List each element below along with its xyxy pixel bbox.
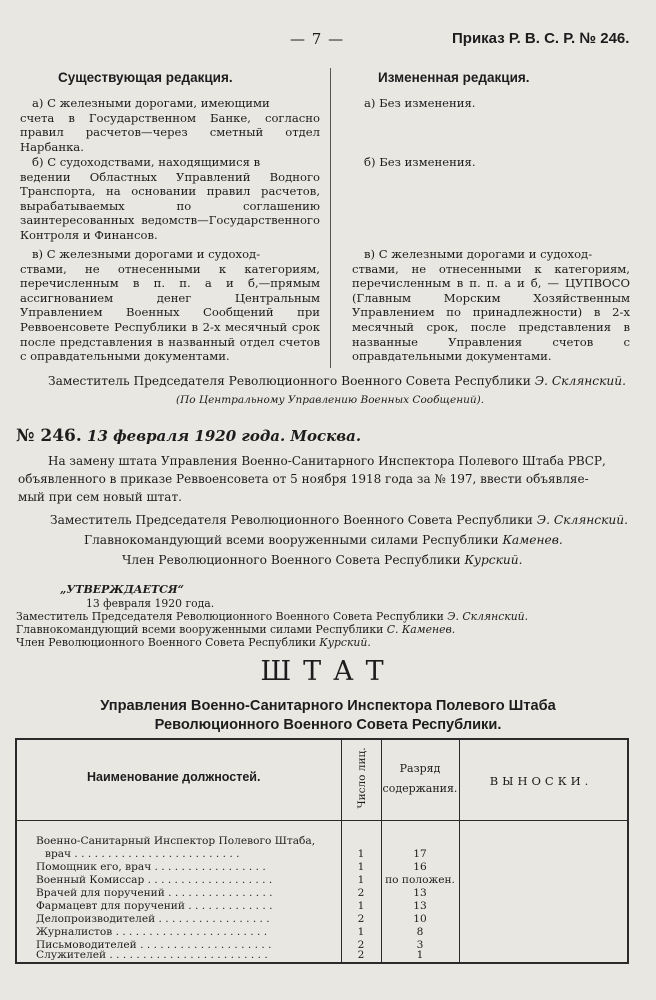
table-row: Помощник его, врач . . . . . . . . . . . . . . . . . 1 16 <box>36 861 427 873</box>
page-number: — 7 — <box>290 30 345 48</box>
table-row: Журналистов . . . . . . . . . . . . . . . . . . . . . . . 1 8 <box>36 926 424 938</box>
signature-deputy-chairman-246: Заместитель Председателя Революционного Военного Совета Республики Э. Склянский. <box>50 513 628 527</box>
right-paragraph-v: в) С железными дорогами и судоход- ствами, не отнесенными к категориям, перечисленным в п. п. а и б, — ЦУПВОСО (Главным Морским Хозяйственным Управлением по принадлежности) в 2-х месячный срок, после представления в названные Управления счетов с оправдательными документами. <box>352 247 630 364</box>
column-header-count: Число лиц. <box>356 747 368 809</box>
approval-signature-3: Член Революционного Военного Совета Республики Курский. <box>16 636 371 649</box>
table-row: Военный Комиссар . . . . . . . . . . . . . . . . . . . 1 по положен. <box>36 874 455 886</box>
table-row: Врачей для поручений . . . . . . . . . . . . . . . . 2 13 <box>36 887 427 899</box>
staff-title: ШТАТ <box>260 656 396 687</box>
table-row <box>17 835 623 848</box>
table-row: Делопроизводителей . . . . . . . . . . . . . . . . . 2 10 <box>36 913 427 925</box>
table-header-divider <box>17 820 627 821</box>
right-paragraph-b: б) Без изменения. <box>364 155 476 169</box>
order-246-text: На замену штата Управления Военно-Санитарного Инспектора Полевого Штаба РВСР, объявленного в приказе Реввоенсовета от 5 ноября 1918 года за № 197, ввести объявляе- мый при сем новый штат. <box>18 454 606 504</box>
approval-date: 13 февраля 1920 года. <box>86 597 215 610</box>
approval-signature-1: Заместитель Председателя Революционного Военного Совета Республики Э. Склянский. <box>16 610 529 623</box>
signature-commander-in-chief: Главнокомандующий всеми вооруженными силами Республики Каменев. <box>84 533 563 547</box>
left-paragraph-v: в) С железными дорогами и судоход- ствами, не отнесенными к категориям, перечисленным в п. п. а и б,—прямым ассигнованием денег Центральным Управлением Военных Сообщений при Реввоенсовете Республики в 2-х месячный срок после представления в названный отдел счетов с оправдательными документами. <box>20 247 320 364</box>
approval-signature-2: Главнокомандующий всеми вооруженными силами Республики С. Каменев. <box>16 623 456 636</box>
staff-table <box>15 738 629 964</box>
order-header: Приказ Р. В. С. Р. № 246. <box>452 30 630 47</box>
right-paragraph-a: а) Без изменения. <box>364 96 476 110</box>
order-246-heading: № 246. 13 февраля 1920 года. Москва. <box>16 426 362 446</box>
existing-edition-heading: Существующая редакция. <box>58 70 233 85</box>
signature-deputy-chairman: Заместитель Председателя Революционного Военного Совета Республики Э. Склянский. <box>48 374 626 388</box>
staff-subtitle: Управления Военно-Санитарного Инспектора Полевого Штаба Революционного Военного Совета Республики. <box>100 698 556 733</box>
column-divider <box>330 68 331 368</box>
table-row: Письмоводителей . . . . . . . . . . . . . . . . . . . . 2 3 <box>36 939 424 951</box>
table-row: врач . . . . . . . . . . . . . . . . . . . . . . . . . 1 17 <box>45 848 427 860</box>
approval-heading: „УТВЕРЖДАЕТСЯ“ <box>60 583 184 596</box>
column-header-name: Наименование должностей. <box>87 770 261 784</box>
table-row: Служителей . . . . . . . . . . . . . . . . . . . . . . . . 2 1 <box>36 949 424 961</box>
signature-council-member: Член Революционного Военного Совета Республики Курский. <box>122 553 523 567</box>
column-header-grade: Разряд содержания. <box>382 762 458 795</box>
left-paragraph-a: а) С железными дорогами, имеющими счета в Государственном Банке, согласно правил расчетов—через сметный отдел Нарбанка. <box>20 96 320 154</box>
table-row: Фармацевт для поручений . . . . . . . . . . . . . 1 13 <box>36 900 427 912</box>
column-header-notes: ВЫНОСКИ. <box>489 774 593 788</box>
amended-edition-heading: Измененная редакция. <box>378 70 530 85</box>
row-position-line1: Военно-Санитарный Инспектор Полевого Штаба, <box>36 835 316 847</box>
department-note: (По Центральному Управлению Военных Сообщений). <box>176 394 485 406</box>
left-paragraph-b: б) С судоходствами, находящимися в ведении Областных Управлений Водного Транспорта, на основании правил расчетов, вырабатываемых по соглашению заинтересованных ведомств—Государственного Контроля и Финансов. <box>20 155 320 242</box>
